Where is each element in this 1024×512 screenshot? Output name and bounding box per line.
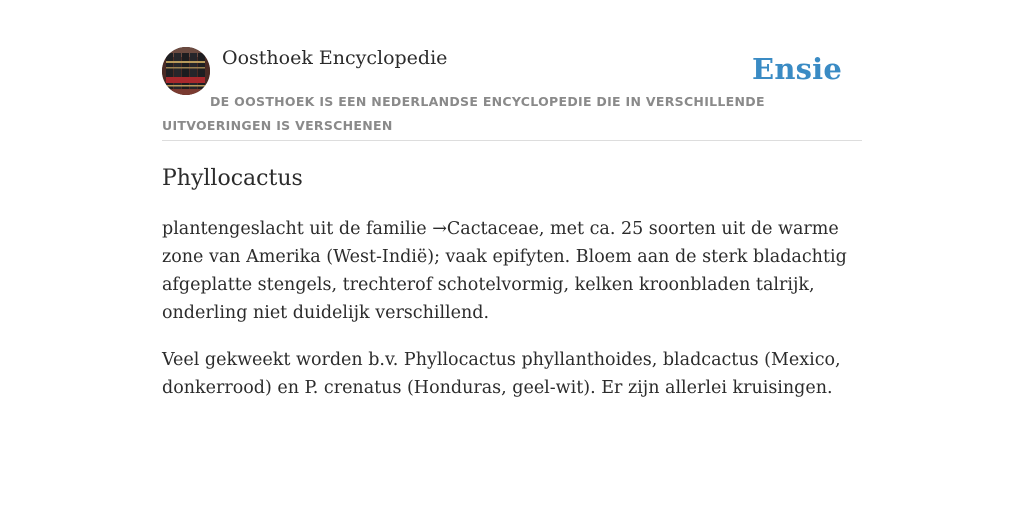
article (162, 162, 864, 402)
arrow-right-icon: → (432, 219, 447, 239)
site-title-link[interactable]: Oosthoek Encyclopedie (222, 47, 448, 69)
paragraph-text-before-link: plantengeslacht uit de familie (162, 219, 433, 239)
site-tagline: DE OOSTHOEK IS EEN NEDERLANDSE ENCYCLOPEDIE DIE IN VERSCHILLENDE UITVOERINGEN IS VERSCHENEN (162, 94, 765, 133)
site-header (162, 46, 862, 141)
paragraph-text-after-link: , met ca. 25 soorten uit de warme zone van Amerika (West-Indië); vaak epifyten. Bloem aan de sterk bladachtig afgeplatte stengels, trechterof schotelvormig, kelken kroonbladen talrijk, onderling niet duidelijk verschillend. (162, 219, 847, 323)
second-paragraph: Veel gekweekt worden b.v. Phyllocactus phyllanthoides, bladcactus (Mexico, donkerrood) en P. crenatus (Honduras, geel-wit). Er zijn allerlei kruisingen. (162, 350, 841, 398)
entry-title: Phyllocactus (162, 166, 303, 191)
cross-reference-label: Cactaceae (446, 219, 539, 239)
ensie-logo[interactable]: Ensie (752, 52, 842, 86)
encyclopedia-books-icon[interactable] (162, 47, 210, 95)
definition-paragraph (162, 215, 864, 327)
cross-reference-link[interactable] (432, 219, 539, 239)
